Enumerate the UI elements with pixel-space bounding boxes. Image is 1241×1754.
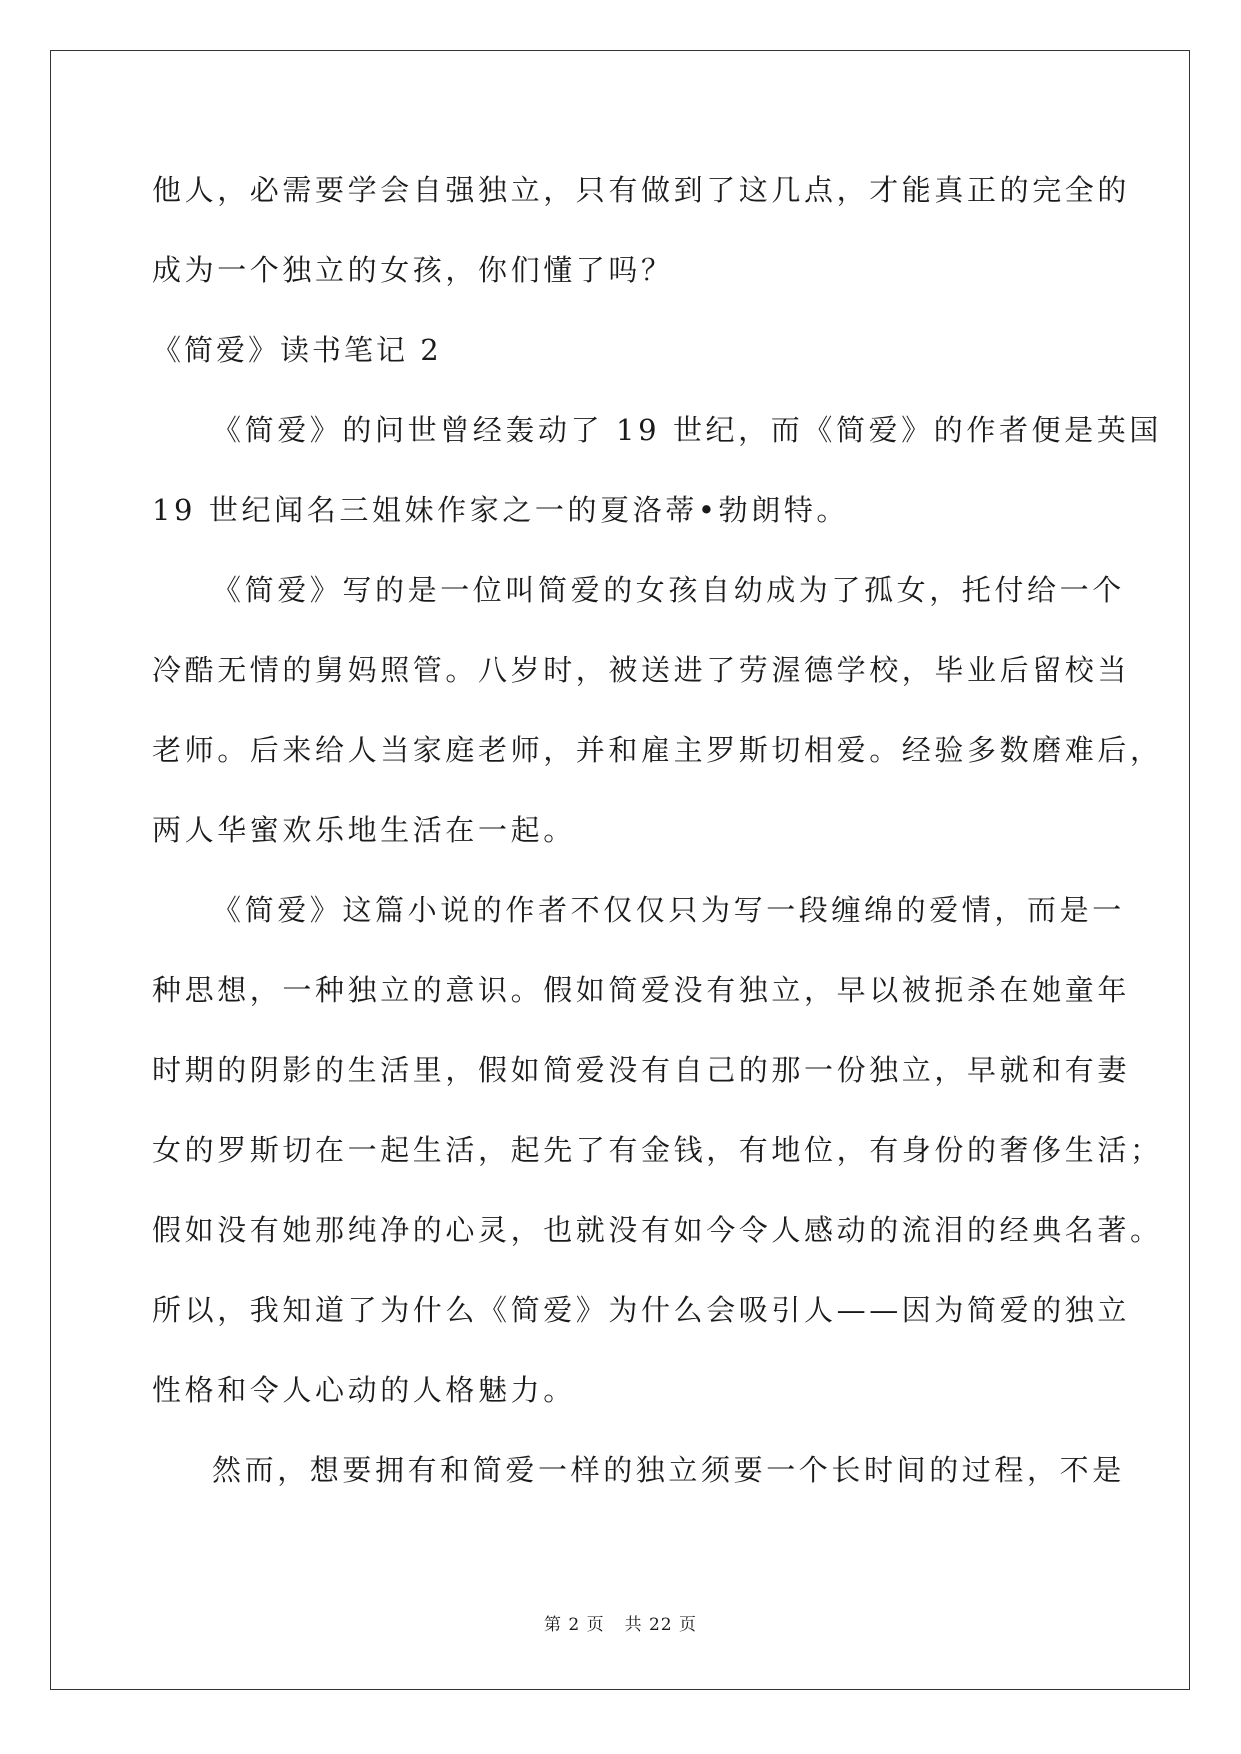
page-footer: [0, 1614, 1241, 1636]
body-line-5: 《简爱》写的是一位叫简爱的女孩自幼成为了孤女，托付给一个: [212, 573, 1125, 607]
body-line-15: 性格和令人心动的人格魅力。: [152, 1373, 576, 1407]
body-line-2: 成为一个独立的女孩，你们懂了吗？: [152, 253, 674, 287]
body-line-3: 《简爱》的问世曾经轰动了 19 世纪，而《简爱》的作者便是英国: [212, 413, 1162, 447]
body-line-4: 19 世纪闻名三姐妹作家之一的夏洛蒂•勃朗特。: [152, 493, 850, 527]
body-line-9: 《简爱》这篇小说的作者不仅仅只为写一段缠绵的爱情，而是一: [212, 893, 1125, 927]
body-line-13: 假如没有她那纯净的心灵，也就没有如今令人感动的流泪的经典名著。: [152, 1213, 1163, 1247]
page-border: [50, 50, 1190, 1690]
body-line-8: 两人华蜜欢乐地生活在一起。: [152, 813, 576, 847]
section-heading: 《简爱》读书笔记 2: [152, 333, 442, 367]
body-line-14: 所以，我知道了为什么《简爱》为什么会吸引人——因为简爱的独立: [152, 1293, 1131, 1327]
body-line-16: 然而，想要拥有和简爱一样的独立须要一个长时间的过程，不是: [212, 1453, 1125, 1487]
page-total: 共 22 页: [624, 1615, 698, 1635]
body-line-11: 时期的阴影的生活里，假如简爱没有自己的那一份独立，早就和有妻: [152, 1053, 1131, 1087]
page-number: 第 2 页: [543, 1615, 605, 1635]
body-line-10: 种思想，一种独立的意识。假如简爱没有独立，早以被扼杀在她童年: [152, 973, 1131, 1007]
body-line-1: 他人，必需要学会自强独立，只有做到了这几点，才能真正的完全的: [152, 173, 1131, 207]
body-line-12: 女的罗斯切在一起生活，起先了有金钱，有地位，有身份的奢侈生活；: [152, 1133, 1163, 1167]
body-line-6: 冷酷无情的舅妈照管。八岁时，被送进了劳渥德学校，毕业后留校当: [152, 653, 1131, 687]
body-line-7: 老师。后来给人当家庭老师，并和雇主罗斯切相爱。经验多数磨难后，: [152, 733, 1163, 767]
